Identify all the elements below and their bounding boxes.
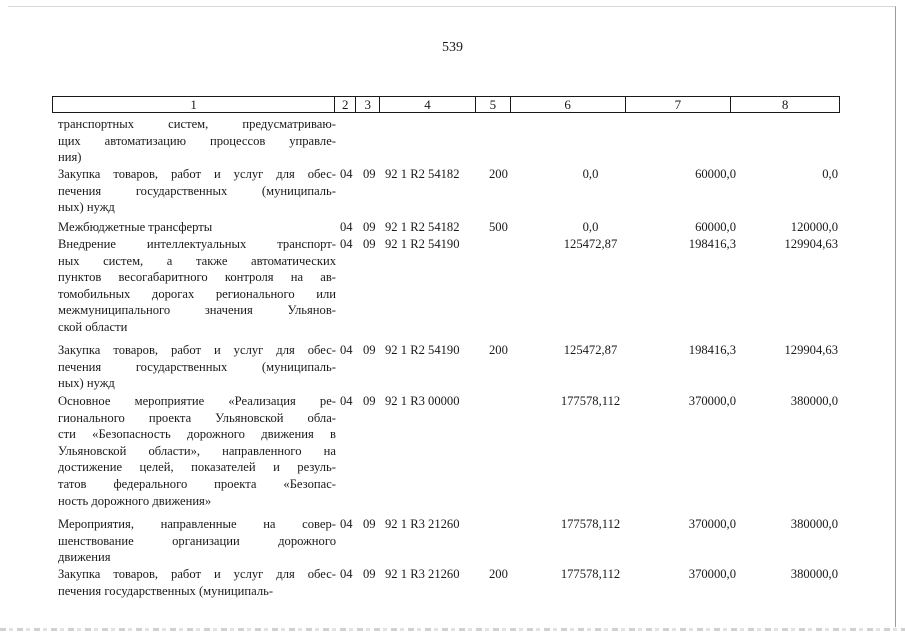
description-line: пунктов весогабаритного контроля на ав-	[58, 270, 336, 285]
target-article-code: 92 1 R3 21260	[385, 517, 460, 531]
row-description	[58, 516, 336, 566]
column-header-8: 8	[781, 97, 789, 112]
description-line: печения государственных (муниципаль-	[58, 583, 274, 598]
subsection-code: 09	[363, 237, 376, 251]
description-line: Закупка товаров, работ и услуг для обес-	[58, 567, 336, 581]
description-line: ных систем, а также автоматических	[58, 253, 336, 268]
description-line: ния)	[58, 150, 82, 165]
description-line: печения государственных (муниципаль-	[58, 183, 336, 198]
target-article-code: 92 1 R2 54182	[385, 167, 460, 181]
section-code: 04	[340, 394, 353, 408]
amount-col-8: 129904,63	[784, 343, 838, 357]
amount-col-8: 129904,63	[784, 237, 838, 251]
amount-col-8: 0,0	[822, 167, 838, 181]
amount-col-8: 120000,0	[790, 220, 838, 234]
description-line: шенствование организации дорожного	[58, 533, 336, 548]
amount-col-7: 198416,3	[688, 343, 736, 357]
description-line: транспортных систем, предусматриваю-	[58, 117, 336, 131]
amount-col-6: 0,0	[582, 167, 599, 181]
expense-type-code: 500	[489, 220, 508, 234]
row-description	[58, 236, 336, 336]
amount-col-6: 177578,112	[560, 517, 621, 531]
amount-col-7: 60000,0	[695, 220, 736, 234]
subsection-code: 09	[363, 220, 376, 234]
row-description	[58, 342, 336, 392]
column-header-1: 1	[53, 97, 335, 112]
expense-type-code: 200	[489, 167, 508, 181]
row-description	[58, 166, 336, 216]
description-line: ных) нужд	[58, 200, 115, 215]
amount-col-6: 0,0	[582, 220, 599, 234]
section-code: 04	[340, 343, 353, 357]
table-column-header	[52, 96, 840, 113]
amount-col-6: 177578,112	[560, 394, 621, 408]
amount-col-7: 370000,0	[688, 394, 736, 408]
description-line: печения государственных (муниципаль-	[58, 359, 336, 374]
description-line: Мероприятия, направленные на совер-	[58, 517, 336, 531]
row-description	[58, 219, 336, 236]
row-description	[58, 116, 336, 166]
description-line: ской области	[58, 319, 128, 334]
column-header-5: 5	[476, 97, 511, 112]
target-article-code: 92 1 R2 54190	[385, 237, 460, 251]
column-header-7: 7	[626, 97, 732, 112]
amount-col-8: 380000,0	[790, 567, 838, 581]
description-line: Основное мероприятие «Реализация ре-	[58, 394, 336, 408]
amount-col-6: 125472,87	[563, 343, 618, 357]
subsection-code: 09	[363, 167, 376, 181]
subsection-code: 09	[363, 394, 376, 408]
column-header-3: 3	[356, 97, 380, 112]
expense-type-code: 200	[489, 567, 508, 581]
amount-col-7: 370000,0	[688, 517, 736, 531]
section-code: 04	[340, 220, 353, 234]
amount-col-7: 198416,3	[688, 237, 736, 251]
column-header-4: 4	[380, 97, 476, 112]
target-article-code: 92 1 R3 21260	[385, 567, 460, 581]
target-article-code: 92 1 R2 54182	[385, 220, 460, 234]
expense-type-code: 200	[489, 343, 508, 357]
subsection-code: 09	[363, 343, 376, 357]
column-header-6: 6	[511, 97, 626, 112]
target-article-code: 92 1 R2 54190	[385, 343, 460, 357]
description-line: Внедрение интеллектуальных транспорт-	[58, 237, 336, 251]
row-description	[58, 393, 336, 509]
scan-edge	[0, 628, 905, 631]
description-line: татов федерального проекта «Безопас-	[58, 476, 336, 491]
description-line: сти «Безопасность дорожного движения в	[58, 427, 336, 442]
description-line: движения	[58, 550, 111, 565]
description-line: межмуниципального значения Ульянов-	[58, 303, 336, 318]
description-line: ных) нужд	[58, 376, 115, 391]
row-description	[58, 566, 336, 599]
amount-col-6: 125472,87	[563, 237, 618, 251]
description-line: Закупка товаров, работ и услуг для обес-	[58, 343, 336, 357]
description-line: щих автоматизацию процессов управле-	[58, 133, 336, 148]
description-line: достижение целей, показателей и резуль-	[58, 460, 336, 475]
column-header-2: 2	[335, 97, 356, 112]
amount-col-7: 60000,0	[695, 167, 736, 181]
amount-col-8: 380000,0	[790, 517, 838, 531]
subsection-code: 09	[363, 567, 376, 581]
amount-col-6: 177578,112	[560, 567, 621, 581]
section-code: 04	[340, 237, 353, 251]
section-code: 04	[340, 517, 353, 531]
section-code: 04	[340, 167, 353, 181]
description-line: томобильных дорогах регионального или	[58, 286, 336, 301]
description-line: Межбюджетные трансферты	[58, 220, 213, 234]
amount-col-7: 370000,0	[688, 567, 736, 581]
subsection-code: 09	[363, 517, 376, 531]
description-line: ность дорожного движения»	[58, 493, 212, 508]
description-line: гионального проекта Ульяновской обла-	[58, 410, 336, 425]
page-number: 539	[442, 40, 463, 55]
description-line: Ульяновской области», направленного на	[58, 443, 336, 458]
target-article-code: 92 1 R3 00000	[385, 394, 460, 408]
amount-col-8: 380000,0	[790, 394, 838, 408]
description-line: Закупка товаров, работ и услуг для обес-	[58, 167, 336, 181]
section-code: 04	[340, 567, 353, 581]
